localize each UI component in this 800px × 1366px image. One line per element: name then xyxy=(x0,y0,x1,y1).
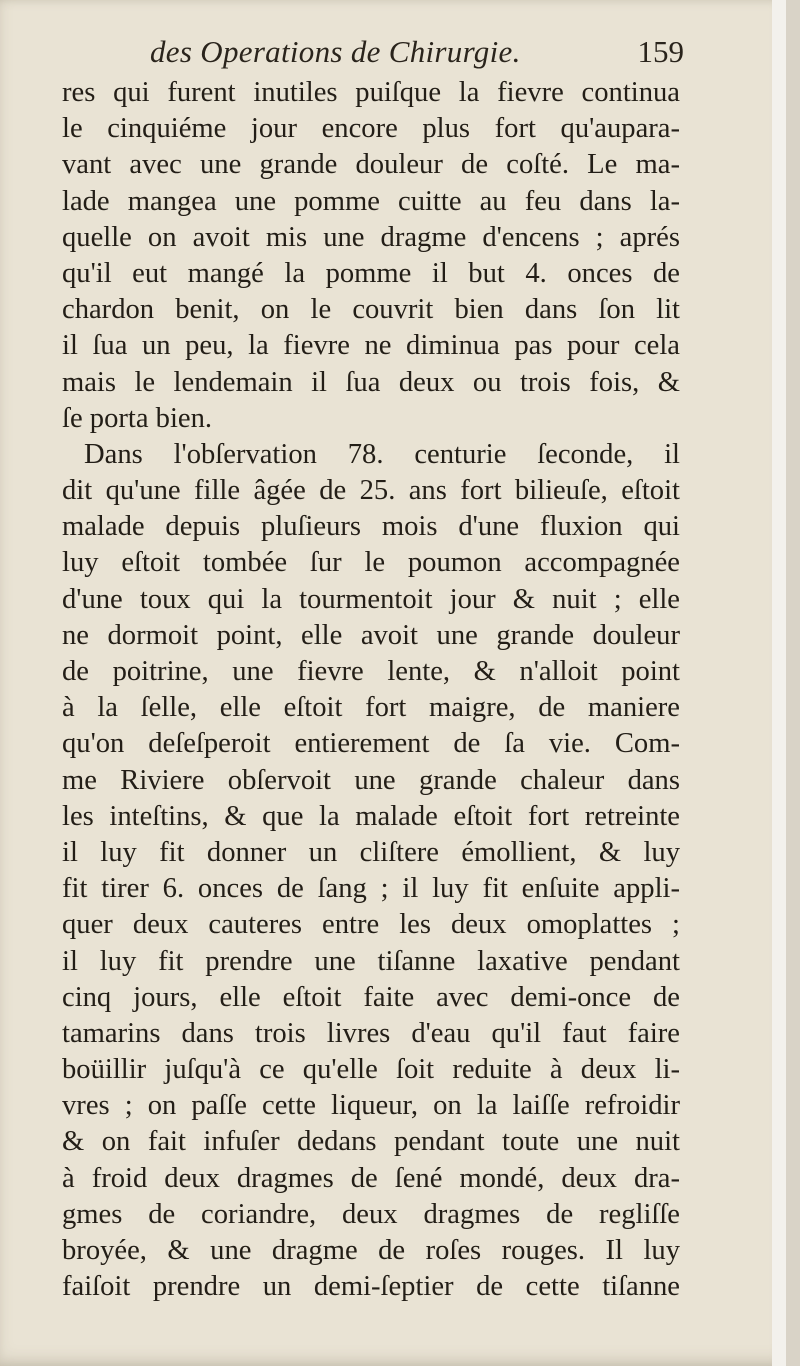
text-line: broyée, & une dragme de roſes rouges. Il luy xyxy=(62,1235,680,1266)
text-line: de poitrine, une fievre lente, & n'alloit point xyxy=(62,656,680,687)
text-line: fit tirer 6. onces de ſang ; il luy fit enſuite appli- xyxy=(62,873,680,905)
text-line: à la ſelle, elle eſtoit fort maigre, de maniere xyxy=(62,692,680,724)
text-line: luy eſtoit tombée ſur le poumon accompagnée xyxy=(62,547,680,579)
text-line: quelle on avoit mis une dragme d'encens ; aprés xyxy=(62,221,680,253)
text-line: lade mangea une pomme cuitte au feu dans la- xyxy=(62,185,680,217)
text-line: Dans l'obſervation 78. centurie ſeconde, il xyxy=(84,438,680,470)
running-head-title: des Operations de Chirurgie. xyxy=(150,34,521,69)
text-line: il ſua un peu, la fievre ne diminua pas pour cela xyxy=(62,330,680,362)
text-line: ne dormoit point, elle avoit une grande douleur xyxy=(62,619,680,651)
text-line: faiſoit prendre un demi-ſeptier de cette tiſanne xyxy=(62,1271,680,1303)
text-line: & on fait infuſer dedans pendant toute une nuit xyxy=(62,1126,680,1158)
body-text xyxy=(62,75,680,1305)
text-line: res qui furent inutiles puiſque la fievre continua xyxy=(62,77,680,108)
text-line: boüillir juſqu'à ce qu'elle ſoit reduite à deux li- xyxy=(62,1054,680,1086)
text-line: qu'il eut mangé la pomme il but 4. onces de xyxy=(62,257,680,289)
text-line: chardon benit, on le couvrit bien dans ſon lit xyxy=(62,294,680,326)
text-line: vant avec une grande douleur de coſté. Le ma- xyxy=(62,149,680,181)
text-line: les inteſtins, & que la malade eſtoit fort retreinte xyxy=(62,800,680,832)
page-edge xyxy=(772,0,786,1366)
text-line: d'une toux qui la tourmentoit jour & nuit ; elle xyxy=(62,583,680,615)
text-line: malade depuis pluſieurs mois d'une fluxion qui xyxy=(62,511,680,543)
text-line: tamarins dans trois livres d'eau qu'il faut faire xyxy=(62,1017,680,1049)
text-line: vres ; on paſſe cette liqueur, on la laiſſe refroidir xyxy=(62,1090,680,1122)
text-line: qu'on deſeſperoit entierement de ſa vie. Com- xyxy=(62,728,680,760)
text-line: gmes de coriandre, deux dragmes de regliſſe xyxy=(62,1198,680,1230)
running-head xyxy=(150,28,690,78)
text-line: mais le lendemain il ſua deux ou trois fois, & xyxy=(62,366,680,398)
text-line: me Riviere obſervoit une grande chaleur dans xyxy=(62,764,680,796)
text-line: dit qu'une fille âgée de 25. ans fort bilieuſe, eſtoit xyxy=(62,475,680,507)
text-line: il luy fit donner un cliſtere émollient, & luy xyxy=(62,836,680,868)
page-number: 159 xyxy=(637,34,684,69)
text-line: il luy fit prendre une tiſanne laxative pendant xyxy=(62,945,680,977)
text-line: ſe porta bien. xyxy=(62,402,213,434)
text-line: quer deux cauteres entre les deux omoplattes ; xyxy=(62,909,680,941)
text-line: le cinquiéme jour encore plus fort qu'aupara- xyxy=(62,113,680,145)
text-line: à froid deux dragmes de ſené mondé, deux dra- xyxy=(62,1162,680,1194)
text-line: cinq jours, elle eſtoit faite avec demi-once de xyxy=(62,981,680,1013)
